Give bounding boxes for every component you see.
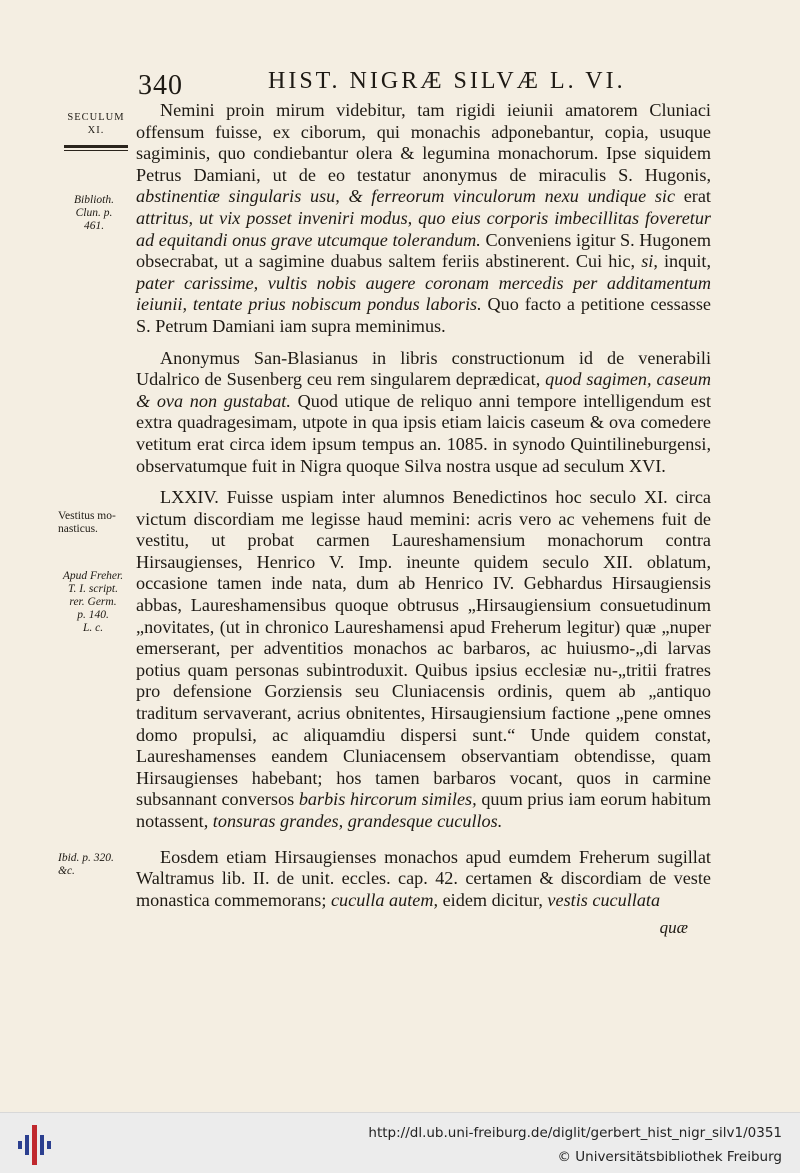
- p1-italic-3: si: [641, 251, 654, 272]
- p3-italic-1: barbis hircorum similes,: [298, 789, 477, 810]
- margin-note-biblioth: [64, 194, 124, 233]
- paragraph-3: [136, 487, 711, 833]
- margin-ibid-line1: Ibid. p. 320.: [58, 852, 114, 864]
- p2-text-1: Anonymus San-Blasianus in libris constructionum id de venerabili Udalrico de Susenberg ceu rem singularem deprædicat,: [136, 347, 711, 390]
- margin-freher-line5: L. c.: [82, 622, 104, 634]
- running-title: HIST. NIGRÆ SILVÆ L. VI.: [268, 68, 626, 94]
- margin-biblioth-line1: Biblioth.: [74, 194, 114, 206]
- p4-text-2: eidem dicitur,: [438, 889, 548, 910]
- copyright-text: © Universitätsbibliothek Freiburg: [557, 1149, 782, 1165]
- footer-bar: [0, 1112, 800, 1173]
- permalink-link[interactable]: http://dl.ub.uni-freiburg.de/diglit/gerbert_hist_nigr_silv1/0351: [368, 1125, 782, 1141]
- margin-note-vestitus: [58, 510, 126, 536]
- paragraph-gap: [136, 477, 711, 487]
- p1-italic-4: pater carissime, vultis nobis augere coronam mercedis per additamentum ieiunii, tentate prius nobiscum pondus laboris.: [136, 272, 711, 315]
- paragraph-gap: [136, 833, 711, 847]
- p3-text-1: LXXIV. Fuisse uspiam inter alumnos Benedictinos hoc seculo XI. circa victum discordiam me legisse haud memini: acris vero ac vehemens fuit de vestitu, ut probat carmen Laureshamensium monachorum contra Hirsaugienses, Henrico V. Imp. ineunte quidem seculo XII. oblatum, occasione tamen inde nata, dum ab Henrico IV. Gebhardus Hirsaugiensis abbas, Laureshamensibus quoque obtrusus „Hirsaugiensium consuetudinum „novitates, (ut in chronico Laureshamensi apud Freherum legitur) quæ „nuper emerserant, per adventitios monachos ac barbaros, ac huiusmo-„di larvas potius quam personas subintroduxit. Quibus ipsius ecclesiæ nu-„tritii fratres pro defensione Gorziensis seu Cluniacensis ordinis, quem ab „antiquo traditum servaverant, acrius obnitentes, Hirsaugiensium factione „pene omnes domo propulsi, ac aliquamdiu dispersi sunt.“ Unde quidem constat, Laureshamenses eandem Cluniacensem observantiam obtendisse, quam Hirsaugienses habebant; hos tamen barbaros vocant, quos in carmine subsannant conversos: [136, 487, 711, 810]
- page-number: 340: [138, 70, 183, 101]
- p2-italic-1: quod sagimen, caseum & ova non gustabat.: [136, 369, 712, 411]
- margin-vestitus-line2: nasticus.: [58, 523, 98, 535]
- p1-italic-2: attritus, ut vix posset inveniri modus, quo eius corporis imbecillitas foveretur ad equitandi onus grave utcumque tolerandum.: [136, 207, 711, 250]
- catchword: quæ: [659, 918, 688, 937]
- margin-freher-line3: rer. Germ.: [69, 596, 117, 608]
- margin-freher-line2: T. I. script.: [68, 583, 118, 595]
- p1-text-3: Conveniens igitur S. Hugonem obsecrabat, ut a sagimine duabus saltem feriis abstinerent. Cui hic,: [136, 229, 711, 272]
- p1-italic-1: abstinentiæ singularis usu, & ferreorum vinculorum nexu undique sic: [136, 186, 676, 207]
- page-header: [138, 62, 708, 102]
- p1-text-4: , inquit,: [653, 251, 711, 272]
- p4-italic-2: vestis cucullata: [547, 889, 661, 910]
- margin-vestitus-line1: Vestitus mo-: [58, 510, 116, 522]
- margin-freher-line4: p. 140.: [77, 609, 109, 621]
- margin-note-ibid: [58, 852, 128, 878]
- paragraph-1: [136, 100, 711, 338]
- margin-freher-line1: Apud Freher.: [62, 570, 124, 582]
- margin-biblioth-line3: 461.: [83, 220, 105, 232]
- p3-italic-2: tonsuras grandes, grandesque cucullos.: [212, 811, 503, 831]
- paragraph-2: [136, 348, 711, 478]
- p4-italic-1: cuculla autem,: [330, 889, 439, 910]
- p1-text-2: erat: [675, 186, 711, 207]
- margin-biblioth-line2: Clun. p.: [75, 207, 113, 219]
- margin-note-saeculum: [60, 111, 132, 151]
- p1-text-5: Quo facto a petitione cessasse S. Petrum Damiani iam supra meminimus.: [136, 294, 711, 336]
- library-logo-icon: [14, 1121, 60, 1167]
- margin-note-freher: [58, 570, 128, 635]
- paragraph-gap: [136, 338, 711, 348]
- p3-text-2: quum prius iam eorum habitum notassent,: [136, 789, 711, 831]
- body-text: [136, 100, 711, 911]
- margin-rule: [64, 145, 128, 148]
- margin-saeculum-line2: XI.: [87, 125, 105, 136]
- p4-text-1: Eosdem etiam Hirsaugienses monachos apud eumdem Freherum sugillat Waltramus lib. II. de unit. eccles. cap. 42. certamen & discordiam de veste monastica commemorans;: [136, 846, 711, 910]
- margin-rule-thin: [64, 150, 128, 151]
- p1-text-1: Nemini proin mirum videbitur, tam rigidi ieiunii amatorem Cluniaci offensum fuisse, ex ciborum, qui monachis adponebantur, copia, usuque sagiminis, quo condiebantur olera & legumina monachorum. Ipse siquidem Petrus Damiani, ut de eo testatur anonymus de miraculis S. Hugonis,: [136, 100, 711, 185]
- margin-saeculum-line1: SECULUM: [67, 112, 125, 123]
- p2-text-2: Quod utique de reliquo anni tempore intelligendum est extra quadragesimam, utpote in qua ipsis etiam laicis caseum & ova comedere vetitum erat circa idem ipsum tempus an. 1085. in synodo Quintilineburgensi, observatumque fuit in Nigra quoque Silva nostra usque ad seculum XVI.: [136, 390, 711, 476]
- paragraph-4: [136, 847, 711, 912]
- margin-ibid-line2: &c.: [58, 865, 75, 877]
